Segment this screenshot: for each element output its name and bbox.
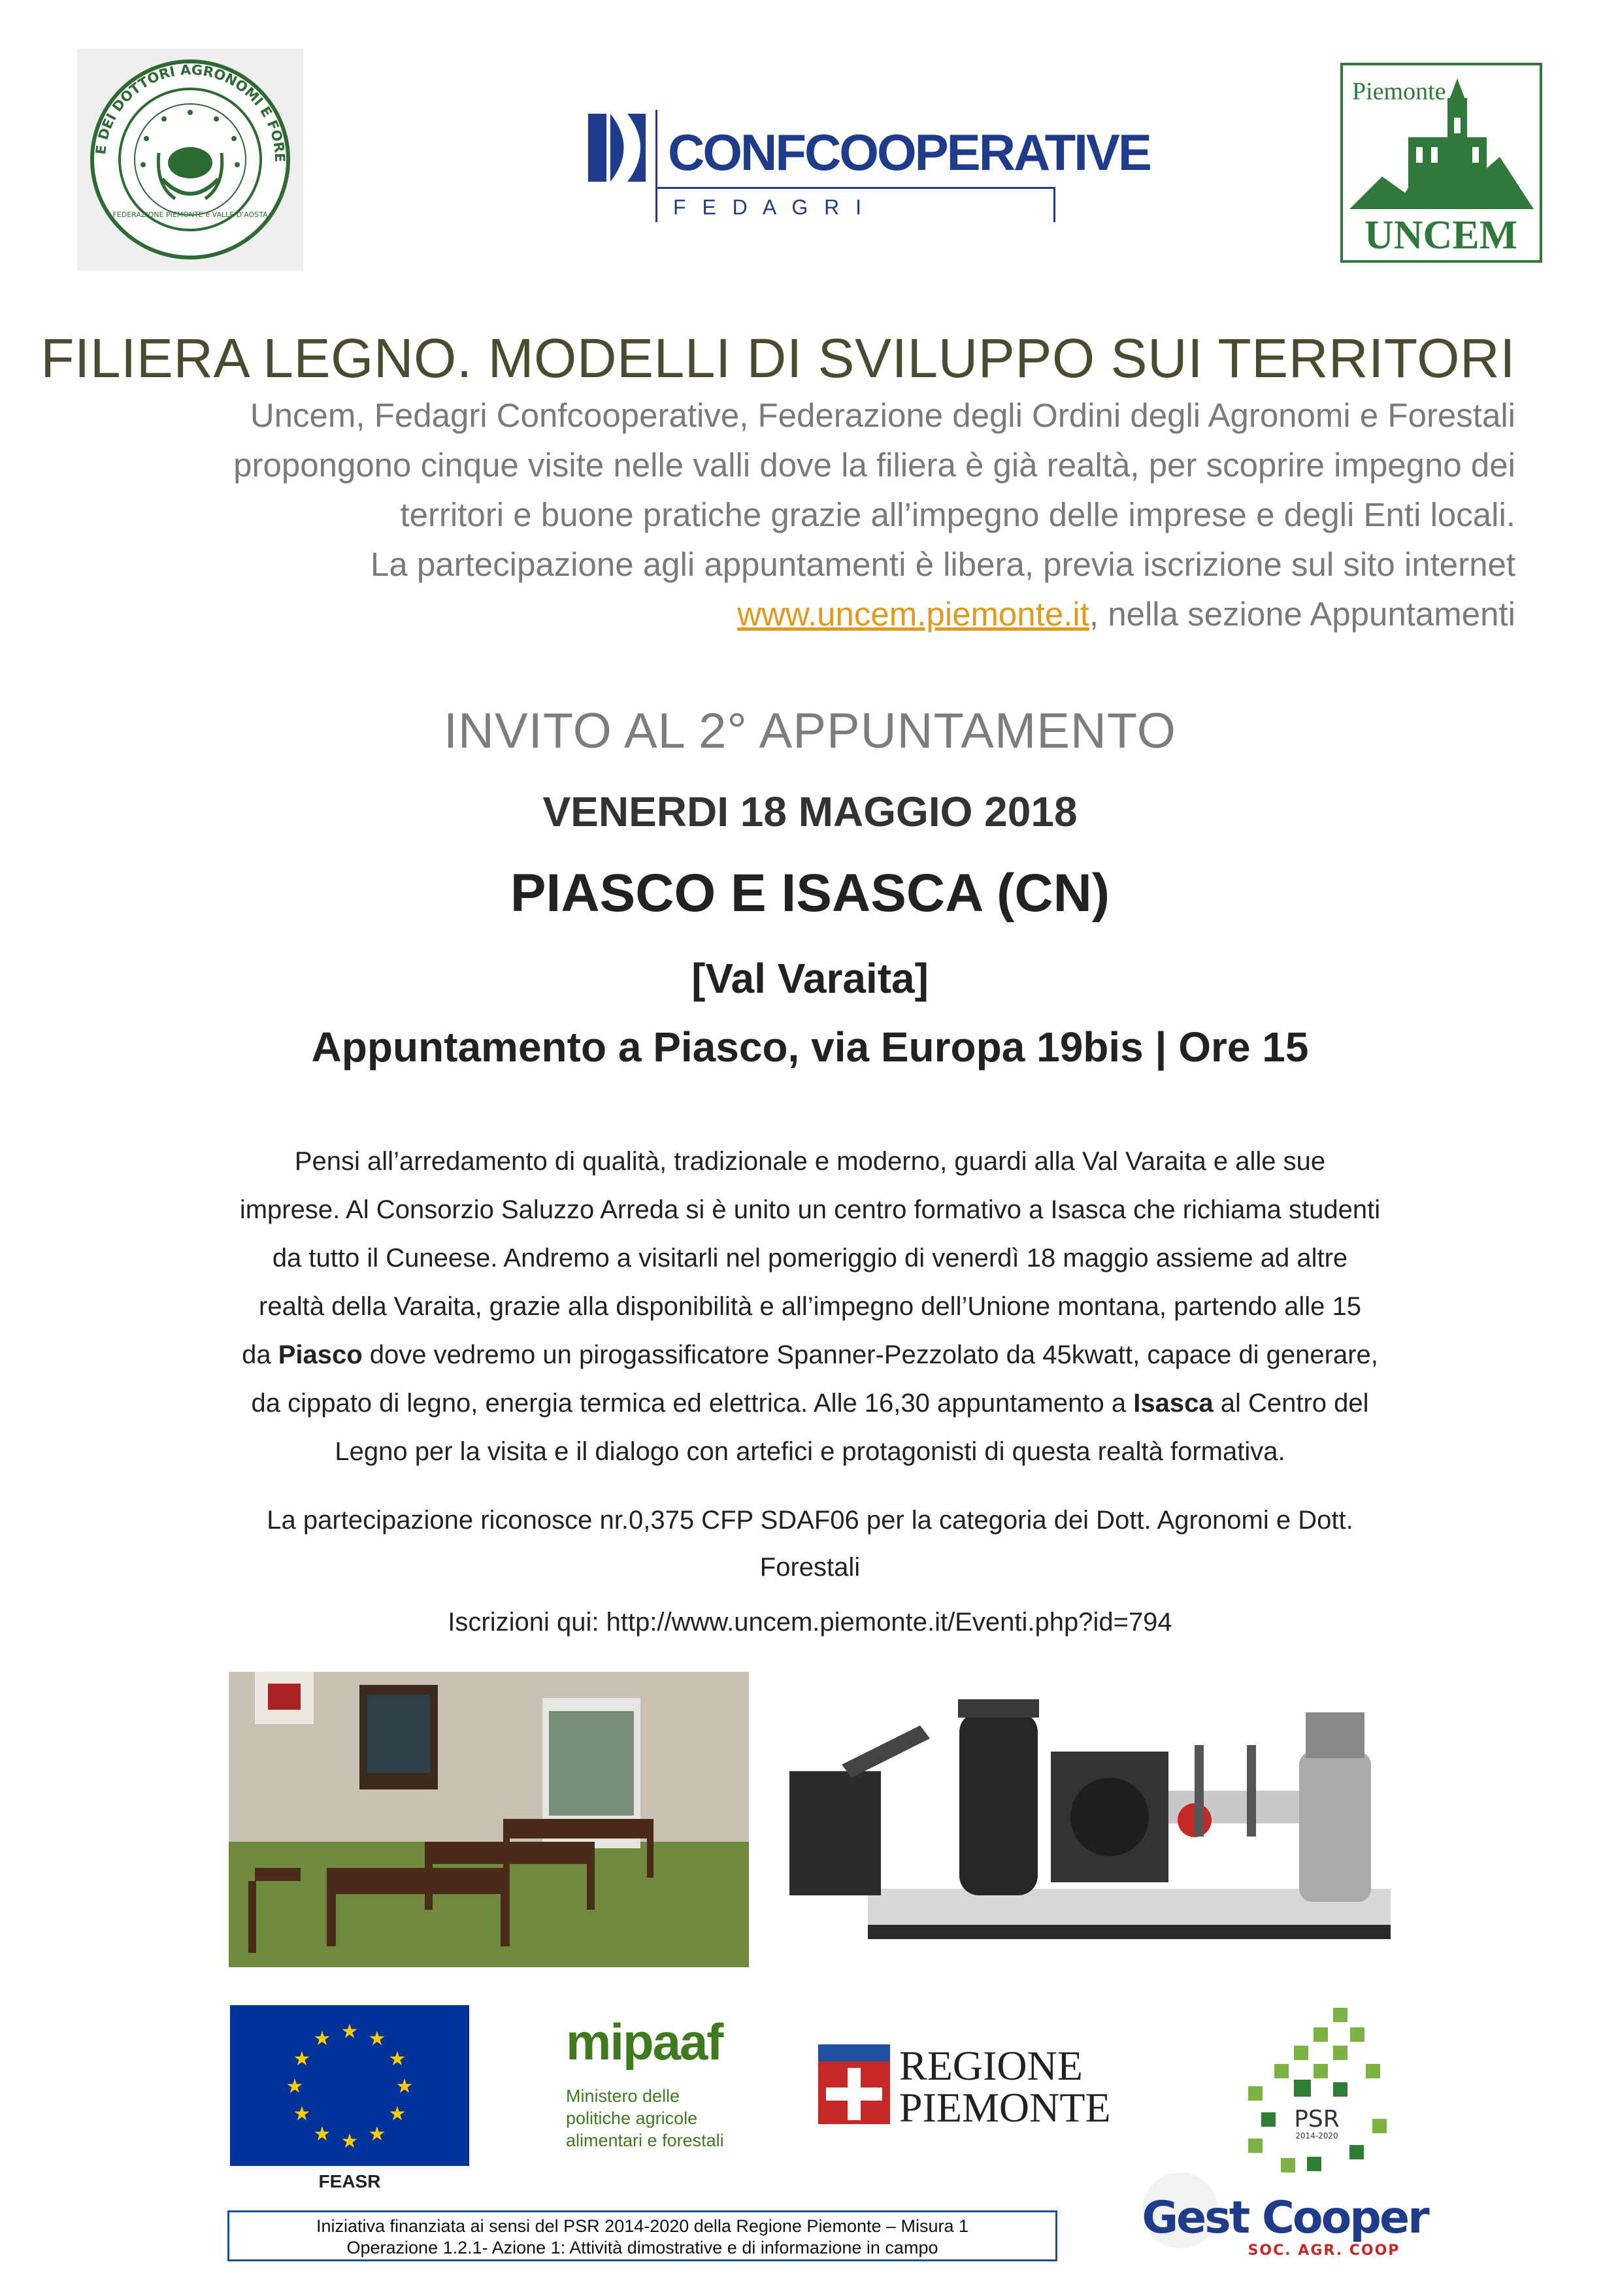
meeting-point: Appuntamento a Piasco, via Europa 19bis | Ore 15 (311, 1023, 1309, 1071)
svg-text:★: ★ (313, 2027, 331, 2050)
credits-line: La partecipazione riconosce nr.0,375 CFP SDAF06 per la categoria dei Dott. Agronomi e Dott. (267, 1506, 1353, 1535)
agronomi-sub-text: FEDERAZIONE PIEMONTE e VALLE D'AOSTA (112, 210, 268, 219)
confcooperative-name: CONFCOOPERATIVE (668, 124, 1150, 181)
mipaaf-sub-line: Ministero delle (566, 2086, 680, 2106)
agronomi-ring-text: E DEI DOTTORI AGRONOMI E FORE (93, 61, 288, 163)
svg-text:★: ★ (293, 2103, 311, 2125)
gestcooper-logo (1134, 2171, 1435, 2293)
funding-note (227, 2210, 1057, 2261)
svg-text:★: ★ (313, 2123, 331, 2146)
uncem-website-link[interactable]: www.uncem.piemonte.it (737, 595, 1089, 633)
svg-text:★: ★ (340, 2130, 359, 2153)
body-line (183, 1331, 1437, 1379)
credits-paragraph (183, 1497, 1437, 1591)
intro-line: territori e buone pratiche grazie all’impegno delle imprese e degli Enti locali. (400, 496, 1515, 533)
svg-text:★: ★ (286, 2075, 304, 2098)
gasifier-photo (789, 1673, 1421, 1959)
funding-line: Iniziativa finanziata ai sensi del PSR 2014-2020 della Regione Piemonte – Misura 1 (316, 2216, 969, 2236)
uncem-region: Piemonte (1352, 78, 1446, 105)
body-line (183, 1379, 1437, 1427)
intro-line: Uncem, Fedagri Confcooperative, Federazione degli Ordini degli Agronomi e Forestali (250, 397, 1515, 434)
body-line: Pensi all’arredamento di qualità, tradizionale e moderno, guardi alla Val Varaita e alle sue (294, 1147, 1326, 1176)
invitation-heading: INVITO AL 2° APPUNTAMENTO (443, 703, 1177, 759)
svg-text:★: ★ (388, 2103, 406, 2125)
intro-line: propongono cinque visite nelle valli dove la filiera è già realtà, per scoprire impegno dei (233, 446, 1515, 484)
feasr-label: FEASR (318, 2171, 381, 2191)
gestcooper-sub: SOC. AGR. COOP (1248, 2242, 1400, 2259)
description-paragraph (183, 1137, 1437, 1476)
body-line: da tutto il Cuneese. Andremo a visitarli nel pomeriggio di venerdì 18 maggio assieme ad altre (272, 1244, 1348, 1273)
isasca-bold: Isasca (1133, 1389, 1214, 1418)
mipaaf-sub-line: politiche agricole (566, 2108, 698, 2128)
piasco-bold: Piasco (278, 1340, 363, 1369)
psr-word: PSR (1294, 2106, 1340, 2133)
intro-line: La partecipazione agli appuntamenti è libera, previa iscrizione sul sito internet (370, 546, 1515, 583)
svg-text:★: ★ (368, 2123, 386, 2146)
mipaaf-word: mipaaf (566, 2013, 723, 2071)
svg-text:★: ★ (395, 2075, 414, 2098)
registration-link[interactable]: Iscrizioni qui: http://www.uncem.piemonte.it/Eventi.php?id=794 (448, 1608, 1172, 1637)
confcooperative-logo (588, 110, 1150, 222)
psr-years: 2014-2020 (1295, 2131, 1338, 2140)
intro-paragraph (78, 391, 1515, 639)
body-text-span: al Centro del (1213, 1389, 1369, 1418)
credits-line: Forestali (759, 1553, 861, 1582)
fedagri-name: F E D A G R I (673, 195, 867, 219)
svg-text:★: ★ (340, 2020, 359, 2043)
eu-flag-logo (230, 2005, 469, 2166)
uncem-logo (1340, 63, 1542, 263)
regione-piemonte-logo (817, 2038, 1111, 2131)
mipaaf-sub-line: alimentari e forestali (566, 2131, 724, 2150)
intro-line (78, 590, 1515, 639)
body-line: Legno per la visita e il dialogo con artefici e protagonisti di questa realtà formativa. (335, 1437, 1285, 1466)
intro-line-tail: , nella sezione Appuntamenti (1089, 595, 1515, 633)
svg-text:★: ★ (293, 2048, 311, 2071)
regione-line-2: PIEMONTE (899, 2084, 1111, 2131)
svg-text:★: ★ (388, 2048, 406, 2071)
event-valley: [Val Varaita] (691, 955, 929, 1002)
psr-logo (1235, 2008, 1398, 2178)
body-text-span: da cippato di legno, energia termica ed elettrica. Alle 16,30 appuntamento a (251, 1389, 1134, 1418)
event-date: VENERDI 18 MAGGIO 2018 (542, 788, 1078, 835)
agronomi-logo (77, 48, 303, 271)
funding-line: Operazione 1.2.1- Azione 1: Attività dimostrative e di informazione in campo (346, 2238, 938, 2257)
body-text-span: da (242, 1340, 278, 1369)
classroom-photo (229, 1672, 749, 1967)
svg-text:★: ★ (368, 2027, 386, 2050)
mipaaf-subtitle (566, 2085, 749, 2152)
body-line: realtà della Varaita, grazie alla disponibilità e all’impegno dell’Unione montana, partendo alle 15 (259, 1292, 1361, 1321)
mipaaf-logo (566, 2013, 749, 2186)
event-place: PIASCO E ISASCA (CN) (510, 863, 1110, 923)
uncem-name: UNCEM (1364, 213, 1518, 258)
body-text-span: dove vedremo un pirogassificatore Spanner-Pezzolato da 45kwatt, capace di generare, (362, 1340, 1378, 1369)
regione-line-1: REGIONE (899, 2042, 1083, 2089)
page-title: FILIERA LEGNO. MODELLI DI SVILUPPO SUI TERRITORI (41, 327, 1515, 389)
gestcooper-name: Gest Cooper (1142, 2192, 1428, 2244)
body-line: imprese. Al Consorzio Saluzzo Arreda si è unito un centro formativo a Isasca che richiama studenti (239, 1195, 1381, 1224)
